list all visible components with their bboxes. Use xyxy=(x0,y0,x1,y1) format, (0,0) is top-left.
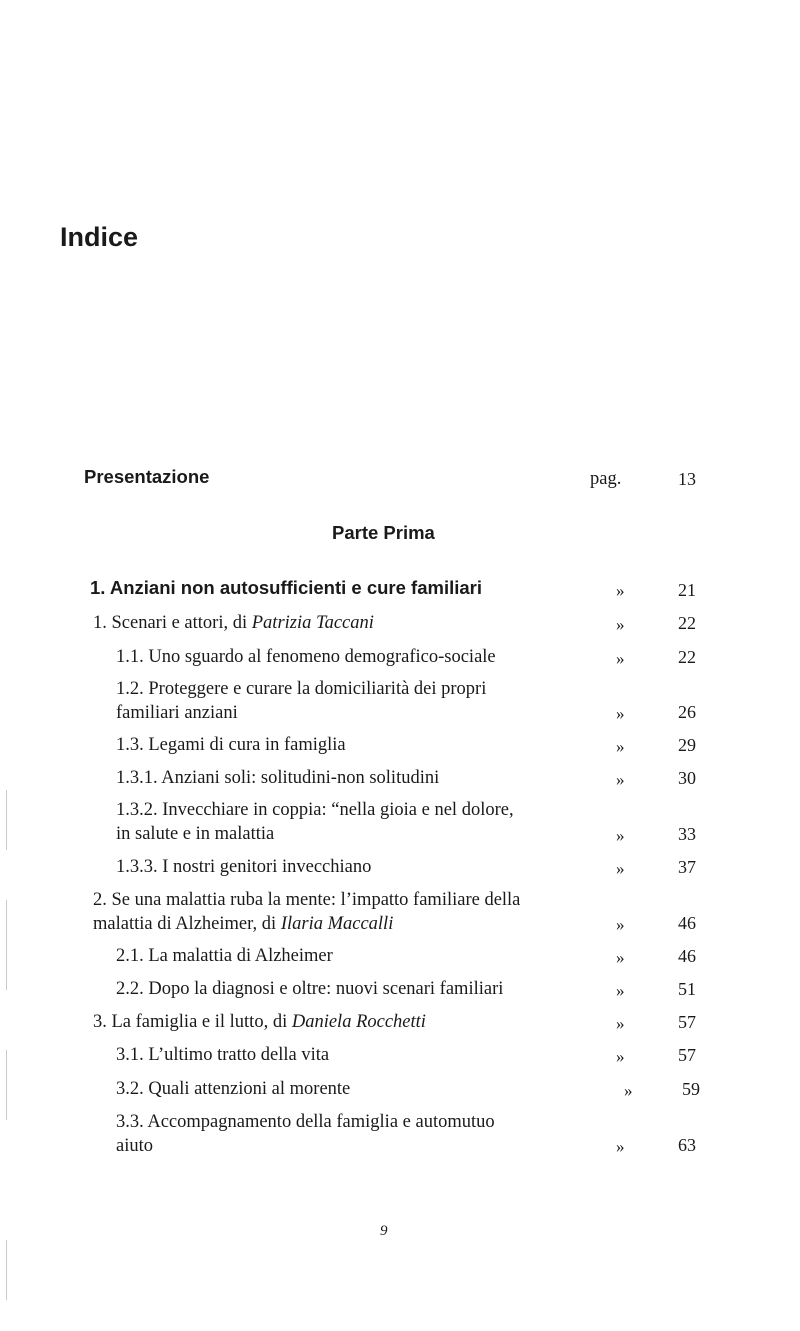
toc-entry-mark: » xyxy=(616,770,625,789)
part-title: Parte Prima xyxy=(332,522,435,543)
toc-entry: 1.3.3. I nostri genitori invecchiano xyxy=(116,857,372,877)
toc-chapter-label: 1. Anziani non autosufficienti e cure familiari xyxy=(90,577,482,598)
scan-artifact xyxy=(6,900,7,990)
toc-chapter-mark: » xyxy=(616,581,625,600)
toc-entry-page: 46 xyxy=(678,946,696,966)
toc-entry-page: 29 xyxy=(678,735,696,755)
toc-entry-page: 37 xyxy=(678,857,696,877)
toc-entry-page: 22 xyxy=(678,613,696,633)
toc-entry-mark: » xyxy=(616,915,625,934)
toc-entry-mark: » xyxy=(616,948,625,967)
toc-entry-author: Ilaria Maccalli xyxy=(280,914,394,934)
scan-artifact xyxy=(6,1050,7,1120)
toc-entry-mark: » xyxy=(616,1014,625,1033)
toc-entry-mark: » xyxy=(616,1047,625,1066)
toc-entry-page: 26 xyxy=(678,702,696,722)
scan-artifact xyxy=(6,1240,7,1300)
toc-entry: 2.1. La malattia di Alzheimer xyxy=(116,946,333,966)
toc-entry: 2. Se una malattia ruba la mente: l’impatto familiare della malattia di Alzheimer, di Ilaria Maccalli xyxy=(93,890,521,934)
scan-artifact xyxy=(6,790,7,850)
toc-entry-mark: » xyxy=(624,1081,633,1100)
toc-entry-page: 22 xyxy=(678,647,696,667)
toc-entry: 3. La famiglia e il lutto, di Daniela Rocchetti xyxy=(93,1012,426,1032)
toc-entry-mark: » xyxy=(616,859,625,878)
toc-entry-page: 33 xyxy=(678,824,696,844)
toc-entry-mark: » xyxy=(616,737,625,756)
toc-entry-page: 59 xyxy=(682,1079,700,1099)
toc-entry: 3.2. Quali attenzioni al morente xyxy=(116,1079,351,1099)
toc-entry-author: Daniela Rocchetti xyxy=(291,1012,426,1032)
toc-entry-page: 57 xyxy=(678,1045,696,1065)
toc-entry: 1.2. Proteggere e curare la domiciliarità dei propri familiari anziani xyxy=(116,679,487,723)
toc-entry-page: 51 xyxy=(678,979,696,999)
toc-entry: 3.3. Accompagnamento della famiglia e automutuo aiuto xyxy=(116,1112,495,1156)
toc-entry: 1.1. Uno sguardo al fenomeno demografico-sociale xyxy=(116,647,496,667)
toc-entry-author: Patrizia Taccani xyxy=(251,613,374,633)
toc-entry: 1.3. Legami di cura in famiglia xyxy=(116,735,346,755)
toc-entry-page: 46 xyxy=(678,913,696,933)
toc-entry: 1. Scenari e attori, di Patrizia Taccani xyxy=(93,613,374,633)
toc-entry-mark: » xyxy=(616,826,625,845)
toc-entry: 1.3.1. Anziani soli: solitudini-non solitudini xyxy=(116,768,440,788)
toc-entry-mark: » xyxy=(616,704,625,723)
toc-presentazione-label: Presentazione xyxy=(84,466,210,487)
toc-chapter-page: 21 xyxy=(678,580,696,600)
toc-entry-mark: » xyxy=(616,615,625,634)
toc-entry: 3.1. L’ultimo tratto della vita xyxy=(116,1045,330,1065)
page-number: 9 xyxy=(380,1223,388,1239)
toc-entry: 2.2. Dopo la diagnosi e oltre: nuovi scenari familiari xyxy=(116,979,504,999)
toc-entry-mark: » xyxy=(616,981,625,1000)
toc-entry-page: 30 xyxy=(678,768,696,788)
toc-entry-mark: » xyxy=(616,649,625,668)
toc-pag-label: pag. xyxy=(590,469,622,489)
toc-presentazione-page: 13 xyxy=(678,469,696,489)
toc-entry-mark: » xyxy=(616,1137,625,1156)
page-title: Indice xyxy=(60,222,139,252)
toc-entry-page: 57 xyxy=(678,1012,696,1032)
toc-entry: 1.3.2. Invecchiare in coppia: “nella gioia e nel dolore, in salute e in malattia xyxy=(116,800,514,844)
toc-entry-page: 63 xyxy=(678,1135,696,1155)
